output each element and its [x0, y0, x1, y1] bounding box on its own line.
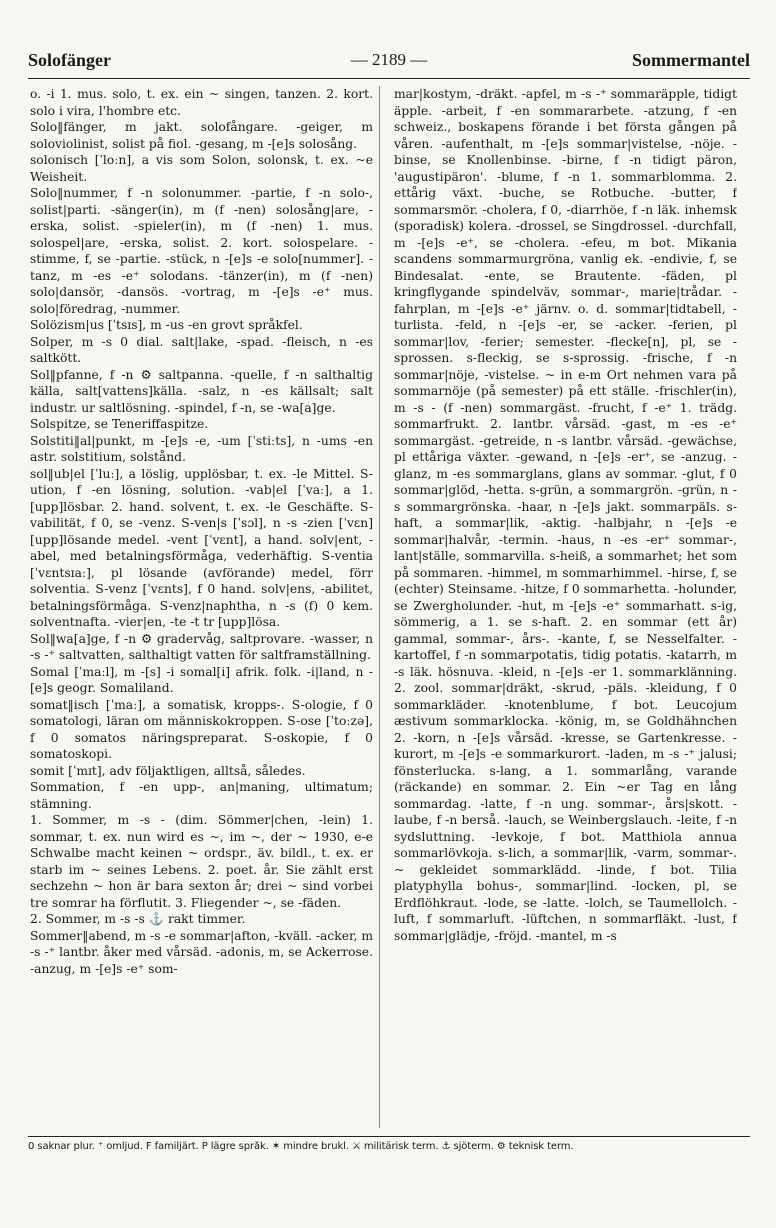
footer-rule — [28, 1136, 750, 1137]
dictionary-entry: Sol‖pfanne, f -n ⚙ saltpanna. -quelle, f -n salthaltig källa, salt[vattens]källa. -salz, n -es källsalt; salt industr. ur saltlösning. -spindel, f -n, se -wa[a]ge. — [30, 367, 373, 415]
column-divider — [379, 86, 380, 1128]
dictionary-entry: somat‖isch [ˈmaː], a somatisk, kropps-. S-ologie, f 0 somatologi, läran om människokroppen. S-ose [ˈtoːzə], f 0 somatos näringspreparat. S-oskopie, f 0 somatoskopi. — [30, 697, 373, 761]
dictionary-entry: Solper, m -s 0 dial. salt|lake, -spad. -fleisch, n -es saltkött. — [30, 334, 373, 365]
abbreviation-legend: 0 saknar plur. ⁺ omljud. F familjärt. P lägre språk. ✶ mindre brukl. ⚔ militärisk term. ⚓ sjöterm. ⚙ teknisk term. — [28, 1141, 574, 1152]
header-left-guideword: Solofänger — [28, 50, 111, 70]
dictionary-entry: somit [ˈmɪt], adv följaktligen, alltså, således. — [30, 763, 306, 778]
dictionary-entry: Somal [ˈmaːl], m -[s] -i somal[i] afrik. folk. -i|land, n -[e]s geogr. Somaliland. — [30, 664, 373, 695]
dictionary-entry: Solo‖fänger, m jakt. solofångare. -geiger, m soloviolinist, solist på fiol. -gesang, m -[e]s solosång. — [30, 120, 373, 151]
dictionary-entry: Solstiti‖al|punkt, m -[e]s -e, -um [ˈstiːts], n -ums -en astr. solstitium, solstånd. — [30, 433, 373, 464]
header-right-guideword: Sommermantel — [632, 50, 750, 70]
dictionary-entry: Sommer‖abend, m -s -e sommar|afton, -kväll. -acker, m -s -⁺ lantbr. åker med vårsäd. -adonis, m, se Ackerrose. -anzug, m -[e]s -e⁺ som- — [30, 928, 373, 976]
left-column — [30, 86, 373, 1128]
dictionary-entry: 2. Sommer, m -s -s ⚓ rakt timmer. — [30, 912, 246, 926]
header-rule — [28, 78, 750, 79]
dictionary-entry: mar|kostym, -dräkt. -apfel, m -s -⁺ sommaräpple, tidigt äpple. -arbeit, f -en sommararbete. -atzung, f -en schweiz., boskapens förande i bet första gången på våren. -aufenthalt, m -[e]s sommar|vistelse, -nöje. -binse, se Knollenbinse. -birne, f -n tidigt päron, 'augustipäron'. -blume, f -n 1. sommarblomma. 2. ettårig växt. -buche, se Rotbuche. -butter, f sommarsmör. -cholera, f 0, -diarrhöe, f -n läk. inhemsk (sporadisk) kolera. -drossel, se Singdrossel. -durchfall, m -[e]s -e⁺, se -cholera. -efeu, m bot. Mikania scandens sommarmurgröna, vanlig ek. -endivie, f, se Bindesalat. -ente, se Brautente. -fäden, pl kringflygande spindelväv, sommar-, marie|trådar. -fahrplan, m -[e]s -e⁺ järnv. o. d. sommar|tidtabell, -turlista. -feld, n -[e]s -er, se -acker. -ferien, pl sommar|lov, -ferier; semester. -flecke[n], pl, se -sprossen. s-fleckig, se s-sprossig. -frische, f -n sommar|nöje, -vistelse. ~ in e-m Ort nehmen vara på sommarnöje (på semester) på ett ställe. -frischler(in), m -s - (f -nen) sommargäst. -frucht, f -e⁺ 1. trädg. sommarfrukt. 2. lantbr. vårsäd. -gast, m -es -e⁺ sommargäst. -getreide, n -s lantbr. vårsäd. -gewächse, pl ettåriga växter. -gewand, n -[e]s -er⁺, se -anzug. -glanz, m -es sommarglans, glans av sommar. -glut, f 0 sommar|glöd, -hetta. s-grün, a sommargrön. -grün, n -s sommargrönska. -haar, n -[e]s jakt. sommarpäls. s-haft, a sommar|lik, -aktig. -halbjahr, n -[e]s -e sommar|halvår, -termin. -haus, n -es -er⁺ sommar-, lant|ställe, sommarvilla. s-heiß, a sommarhet; het som på sommaren. -himmel, m sommarhimmel. -hirse, f, se (echter) Steinsame. -hitze, f 0 sommarhetta. -holunder, se Zwergholunder. -hut, m -[e]s -e⁺ sommarhatt. s-ig, sömmerig, a 1. se s-haft. 2. en sommar (ett år) gammal, sommar-, års-. -kante, f, se Nesselfalter. -kartoffel, f -n sommarpotatis, tidig potatis. -katarrh, m -s läk. hösnuva. -kleid, n -[e]s -er 1. sommarklänning. 2. zool. sommar|dräkt, -skrud, -päls. -kleidung, f 0 sommarkläder. -knotenblume, f bot. Leucojum æstivum sommarklocka. -könig, m, se Goldhähnchen 2. -korn, n -[e]s vårsäd. -kresse, se Gartenkresse. -kurort, m -[e]s -e sommarkurort. -laden, m -s -⁺ jalusi; fönsterlucka. s-lang, a 1. sommarlång, varande (räckande) en sommar. 2. Ein ~er Tag en lång sommardag. -latte, f -n ung. sommar-, års|skott. -laube, f -n berså. -lauch, se Weinbergslauch. -leite, f -n sydsluttning. -levkoje, f bot. Matthiola annua sommarlövkoja. s-lich, a sommar|lik, -varm, sommar-. ~ gekleidet sommarklädd. -linde, f bot. Tilia platyphylla bohus-, sommar|lind. -locken, pl, se Erdflöhkraut. -lode, se -latte. -lolch, se Taumellolch. -luft, f sommarluft. -lüftchen, n sommarfläkt. -lust, f sommar|glädje, -fröjd. -mantel, m -s — [394, 87, 737, 943]
dictionary-entry: solonisch [ˈloːn], a vis som Solon, solonsk, t. ex. ~e Weisheit. — [30, 153, 373, 184]
dictionary-entry: Solözism|us [ˈtsɪs], m -us -en grovt språkfel. — [30, 318, 303, 332]
dictionary-entry: o. -i 1. mus. solo, t. ex. ein ~ singen, tanzen. 2. kort. solo i vira, l'hombre etc. — [30, 87, 373, 118]
page-number: — 2189 — — [350, 50, 428, 69]
right-column — [394, 86, 737, 1128]
page-header — [28, 50, 750, 74]
dictionary-entry: Sol‖wa[a]ge, f -n ⚙ gradervåg, saltprovare. -wasser, n -s -⁺ saltvatten, salthaltigt vatten för saltframställning. — [30, 631, 373, 662]
dictionary-entry: Solspitze, se Teneriffaspitze. — [30, 417, 209, 431]
dictionary-entry: Solo‖nummer, f -n solonummer. -partie, f -n solo-, solist|parti. -sänger(in), m (f -nen) solosång|are, -erska, solist. -spieler(in), m (f -nen) 1. mus. solospel|are, -erska, solist. 2. kort. solospelare. -stimme, f, se -partie. -stück, n -[e]s -e solo[nummer]. -tanz, m -es -e⁺ solodans. -tänzer(in), m (f -nen) solo|dansör, -dansös. -vortrag, m -[e]s -e⁺ mus. solo|föredrag, -nummer. — [30, 186, 373, 316]
dictionary-entry: 1. Sommer, m -s - (dim. Sömmer|chen, -lein) 1. sommar, t. ex. nun wird es ~, im ~, der ~ 1930, e-e Schwalbe macht keinen ~ ordspr., äv. bildl., t. ex. er starb im ~ seines Lebens. 2. poet. år. Sie zählt erst sechzehn ~ hon är bara sexton år; drei ~ sind vorbei tre somrar ha förflutit. 3. Fliegender ~, se -fäden. — [30, 813, 373, 910]
dictionary-entry: sol‖ub|el [ˈluː], a löslig, upplösbar, t. ex. -le Mittel. S-ution, f -en lösning, solution. -vab|el [ˈvaː], a 1. [upp]lösbar. 2. hand. solvent, t. ex. -le Geschäfte. S-vabilität, f 0, se -venz. S-ven|s [ˈsɔl], n -s -zien [ˈvɛn] [upp]lösande medel. -vent [ˈvɛnt], a hand. solv|ent, -abel, med betalningsförmåga, vederhäftig. S-ventia [ˈvɛntsɪaː], pl lösande (avförande) medel, förr solventia. S-venz [ˈvɛnts], f 0 hand. solv|ens, -abilitet, betalningsförmåga. S-venz|naphtha, n -s (f) 0 kem. solventnafta. -vier|en, -te -t tr [upp]lösa. — [30, 466, 373, 629]
dictionary-entry: Sommation, f -en upp-, an|maning, ultimatum; stämning. — [30, 780, 373, 811]
